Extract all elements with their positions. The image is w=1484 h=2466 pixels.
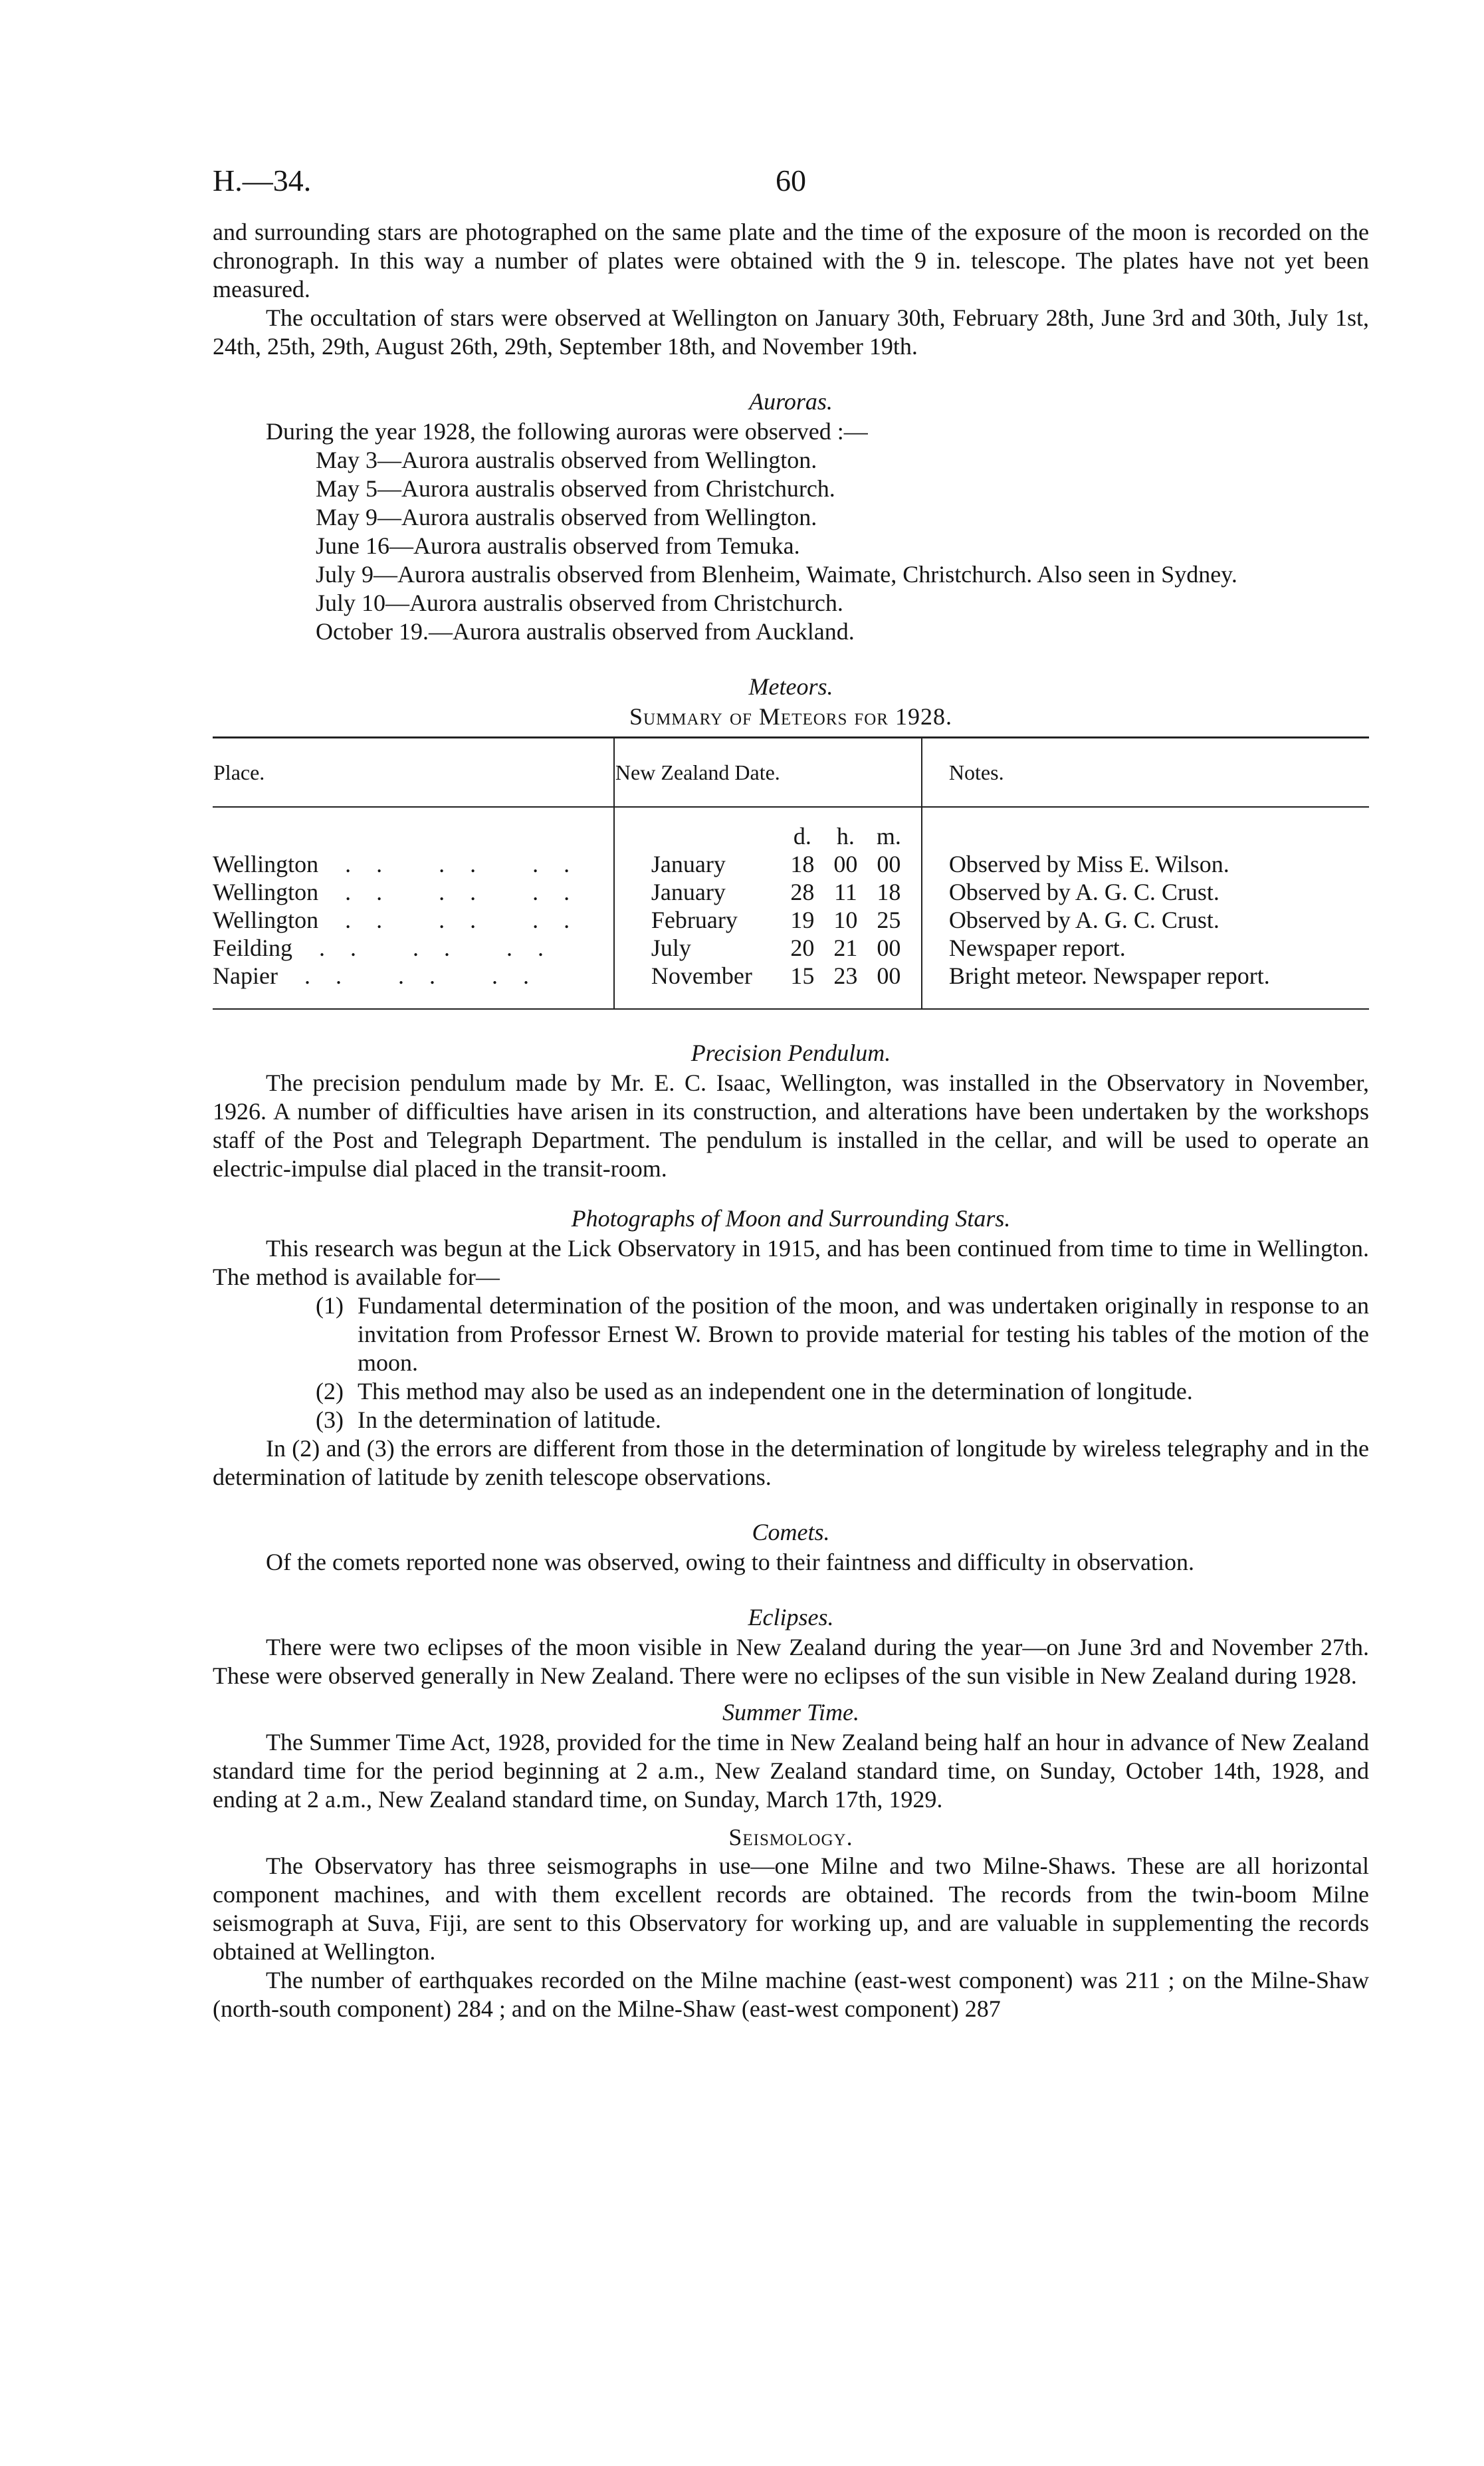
- table-row: [213, 934, 1369, 962]
- meteor-month: January: [651, 851, 726, 877]
- eclipses-text: There were two eclipses of the moon visible in New Zealand during the year—on June 3rd and November 27th. These were observed generally in New Zealand. There were no eclipses of the sun visible in New Zealand during 1928.: [213, 1634, 1369, 1689]
- meteor-place: Feilding: [213, 935, 293, 961]
- unit-hours: h.: [836, 823, 855, 849]
- dot-leaders: .. .. ..: [304, 962, 554, 989]
- dot-leaders: .. .. ..: [345, 851, 595, 877]
- aurora-item: October 19.—Aurora australis observed from Auckland.: [316, 618, 855, 645]
- column-header-date: New Zealand Date.: [614, 738, 922, 807]
- aurora-item: May 3—Aurora australis observed from Wellington.: [316, 447, 817, 473]
- dot-leaders: .. .. ..: [345, 907, 595, 933]
- meteor-place: Napier: [213, 962, 278, 989]
- meteor-note: Observed by A. G. C. Crust.: [948, 907, 1219, 933]
- aurora-item: May 9—Aurora australis observed from Wellington.: [316, 504, 817, 530]
- intro-paragraph-1: and surrounding stars are photographed on the same plate and the time of the exposure of the moon is recorded on the chronograph. In this way a number of plates were obtained with the 9 in. telescope. The plates have not yet been measured.: [213, 219, 1369, 302]
- meteor-minute: 00: [877, 851, 901, 877]
- auroras-heading: Auroras.: [749, 388, 833, 415]
- auroras-intro: During the year 1928, the following auroras were observed :—: [266, 418, 868, 445]
- meteor-minute: 18: [877, 879, 901, 905]
- photographs-intro: This research was begun at the Lick Observatory in 1915, and has been continued from time to time in Wellington. The method is available for—: [213, 1235, 1369, 1290]
- meteor-day: 20: [790, 935, 815, 961]
- meteor-month: February: [651, 907, 738, 933]
- photographs-closing: In (2) and (3) the errors are different from those in the determination of longitude by wireless telegraphy and in the determination of latitude by zenith telescope observations.: [213, 1435, 1369, 1490]
- units-row: [213, 808, 1369, 850]
- summer-time-text: The Summer Time Act, 1928, provided for the time in New Zealand being half an hour in advance of New Zealand standard time for the period beginning at 2 a.m., New Zealand standard time, on Sunday, October 14th, 1928, and ending at 2 a.m., New Zealand standard time, on Sunday, March 17th, 1929.: [213, 1729, 1369, 1813]
- meteors-heading: Meteors.: [748, 673, 833, 700]
- seismology-paragraph-1: The Observatory has three seismographs in use—one Milne and two Milne-Shaws. These are all horizontal component machines, and with them excellent records are obtained. The records from the twin-boom Milne seismograph at Suva, Fiji, are sent to this Observatory for working up, and are valuable in supplementing the records obtained at Wellington.: [213, 1852, 1369, 1965]
- auroras-list: [316, 446, 1369, 646]
- seismology-heading: Seismology.: [728, 1824, 853, 1850]
- comets-text: Of the comets reported none was observed, owing to their faintness and difficulty in observation.: [266, 1549, 1194, 1575]
- summer-time-heading: Summer Time.: [722, 1699, 859, 1726]
- meteor-place: Wellington: [213, 851, 319, 877]
- pendulum-text: The precision pendulum made by Mr. E. C. Isaac, Wellington, was installed in the Observatory in November, 1926. A number of difficulties have arisen in its construction, and alterations have been undertaken by the workshops staff of the Post and Telegraph Department. The pendulum is installed in the cellar, and will be used to operate an electric-impulse dial placed in the transit-room.: [213, 1069, 1369, 1182]
- numbered-item: (2) This method may also be used as an independent one in the determination of longitude.: [316, 1378, 1193, 1404]
- meteors-table: [213, 736, 1369, 1010]
- report-reference: H.—34.: [213, 164, 312, 197]
- meteor-day: 19: [790, 907, 815, 933]
- aurora-item: May 5—Aurora australis observed from Christchurch.: [316, 475, 835, 502]
- meteor-minute: 00: [877, 935, 901, 961]
- meteor-month: July: [651, 935, 691, 961]
- meteor-hour: 23: [833, 962, 858, 989]
- table-header-row: [213, 738, 1369, 807]
- comets-heading: Comets.: [752, 1519, 830, 1545]
- numbered-item: (3) In the determination of latitude.: [316, 1406, 661, 1433]
- meteor-day: 18: [790, 851, 815, 877]
- page-number: 60: [776, 164, 806, 197]
- unit-minutes: m.: [876, 823, 901, 849]
- table-row: [213, 878, 1369, 906]
- aurora-item: July 10—Aurora australis observed from Christchurch.: [316, 590, 843, 616]
- page-body: [213, 218, 1369, 2023]
- column-header-place: Place.: [213, 760, 265, 784]
- seismology-paragraph-2: The number of earthquakes recorded on the Milne machine (east-west component) was 211 ; on the Milne-Shaw (north-south component) 284 ; and on the Milne-Shaw (east-west component) 287: [213, 1967, 1369, 2022]
- pendulum-heading: Precision Pendulum.: [690, 1040, 891, 1066]
- meteor-note: Observed by A. G. C. Crust.: [948, 879, 1219, 905]
- photographs-heading: Photographs of Moon and Surrounding Stars.: [571, 1205, 1011, 1232]
- eclipses-heading: Eclipses.: [748, 1604, 834, 1630]
- meteor-day: 28: [790, 879, 815, 905]
- table-row: [213, 850, 1369, 878]
- aurora-item: July 9—Aurora australis observed from Blenheim, Waimate, Christchurch. Also seen in Sydney.: [316, 561, 1237, 588]
- meteor-note: Observed by Miss E. Wilson.: [948, 851, 1229, 877]
- meteor-month: January: [651, 879, 726, 905]
- meteors-table-title: Summary of Meteors for 1928.: [629, 703, 952, 730]
- numbered-item: (1) Fundamental determination of the position of the moon, and was undertaken originally in response to an invitation from Professor Ernest W. Brown to provide material for testing his tables of the motion of the moon.: [316, 1292, 1369, 1376]
- table-row: [213, 906, 1369, 934]
- dot-leaders: .. .. ..: [319, 935, 570, 961]
- meteor-place: Wellington: [213, 879, 319, 905]
- meteor-day: 15: [790, 962, 815, 989]
- meteor-note: Bright meteor. Newspaper report.: [948, 962, 1270, 989]
- meteor-minute: 00: [877, 962, 901, 989]
- table-row: [213, 962, 1369, 1009]
- meteor-place: Wellington: [213, 907, 319, 933]
- column-header-notes: Notes.: [948, 760, 1004, 784]
- meteor-hour: 00: [833, 851, 858, 877]
- meteor-minute: 25: [877, 907, 901, 933]
- page-header: [213, 163, 1369, 203]
- dot-leaders: .. .. ..: [345, 879, 595, 905]
- meteor-hour: 21: [833, 935, 858, 961]
- aurora-item: June 16—Aurora australis observed from Temuka.: [316, 532, 800, 559]
- unit-days: d.: [793, 823, 811, 849]
- meteor-hour: 11: [834, 879, 857, 905]
- meteor-hour: 10: [833, 907, 858, 933]
- intro-paragraph-2: The occultation of stars were observed at Wellington on January 30th, February 28th, June 3rd and 30th, July 1st, 24th, 25th, 29th, August 26th, 29th, September 18th, and November 19th.: [213, 304, 1369, 360]
- meteor-note: Newspaper report.: [948, 935, 1126, 961]
- meteor-month: November: [651, 962, 752, 989]
